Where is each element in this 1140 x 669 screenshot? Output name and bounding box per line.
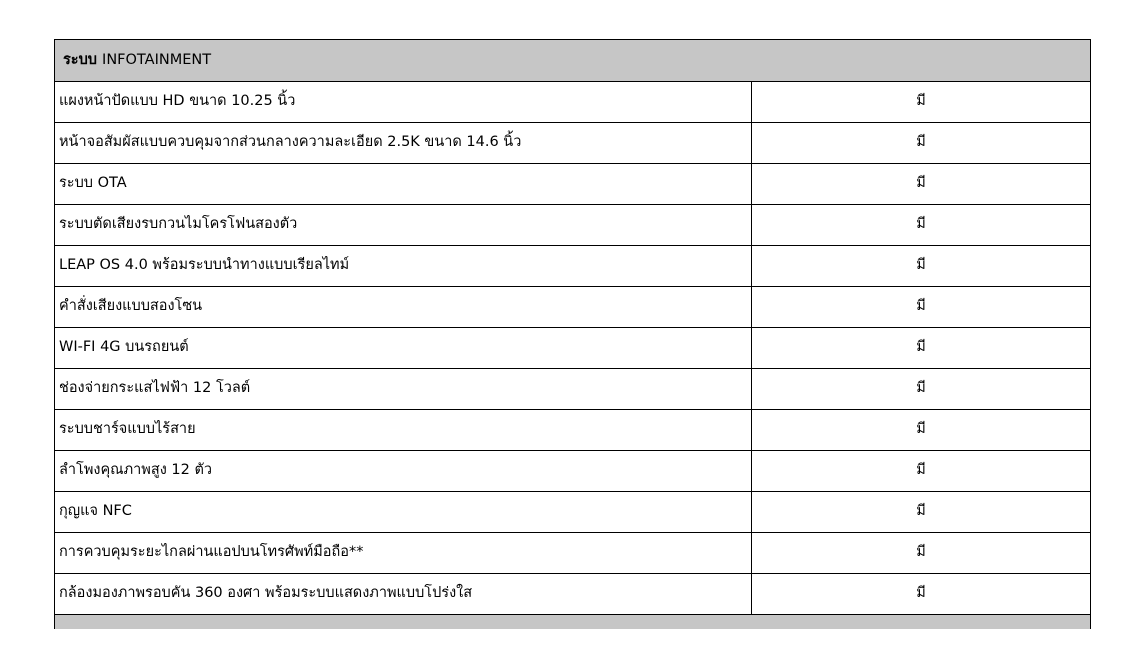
infotainment-spec-table [54,39,1091,629]
table-row [55,533,1091,574]
value-cell: มี [752,164,1091,205]
table-row [55,492,1091,533]
feature-cell: กุญแจ NFC [55,492,752,533]
feature-cell: หน้าจอสัมผัสแบบควบคุมจากส่วนกลางความละเอียด 2.5K ขนาด 14.6 นิ้ว [55,123,752,164]
table-row [55,246,1091,287]
value-cell: มี [752,410,1091,451]
value-cell: มี [752,574,1091,615]
table-row [55,328,1091,369]
value-cell: มี [752,205,1091,246]
value-cell: มี [752,246,1091,287]
section-title-thai: ระบบ [63,51,97,68]
table-row [55,451,1091,492]
next-section-header-row [55,615,1091,630]
next-section-header-cell [55,615,1091,630]
table-row [55,164,1091,205]
feature-cell: ลำโพงคุณภาพสูง 12 ตัว [55,451,752,492]
value-cell: มี [752,492,1091,533]
feature-cell: ระบบตัดเสียงรบกวนไมโครโฟนสองตัว [55,205,752,246]
table-row [55,369,1091,410]
section-title-latin: INFOTAINMENT [102,51,212,68]
value-cell: มี [752,82,1091,123]
value-cell: มี [752,287,1091,328]
table-row [55,287,1091,328]
value-cell: มี [752,123,1091,164]
section-header-cell [55,40,1091,82]
section-header-row [55,40,1091,82]
feature-cell: กล้องมองภาพรอบคัน 360 องศา พร้อมระบบแสดงภาพแบบโปร่งใส [55,574,752,615]
table-row [55,123,1091,164]
feature-cell: LEAP OS 4.0 พร้อมระบบนำทางแบบเรียลไทม์ [55,246,752,287]
table-row [55,410,1091,451]
table-row [55,205,1091,246]
value-cell: มี [752,369,1091,410]
feature-cell: ระบบ OTA [55,164,752,205]
feature-cell: คำสั่งเสียงแบบสองโซน [55,287,752,328]
feature-cell: การควบคุมระยะไกลผ่านแอปบนโทรศัพท์มือถือ** [55,533,752,574]
value-cell: มี [752,328,1091,369]
feature-cell: ระบบชาร์จแบบไร้สาย [55,410,752,451]
table-row [55,574,1091,615]
table-row [55,82,1091,123]
value-cell: มี [752,533,1091,574]
feature-cell: ช่องจ่ายกระแสไฟฟ้า 12 โวลต์ [55,369,752,410]
feature-cell: WI-FI 4G บนรถยนต์ [55,328,752,369]
value-cell: มี [752,451,1091,492]
feature-cell: แผงหน้าปัดแบบ HD ขนาด 10.25 นิ้ว [55,82,752,123]
